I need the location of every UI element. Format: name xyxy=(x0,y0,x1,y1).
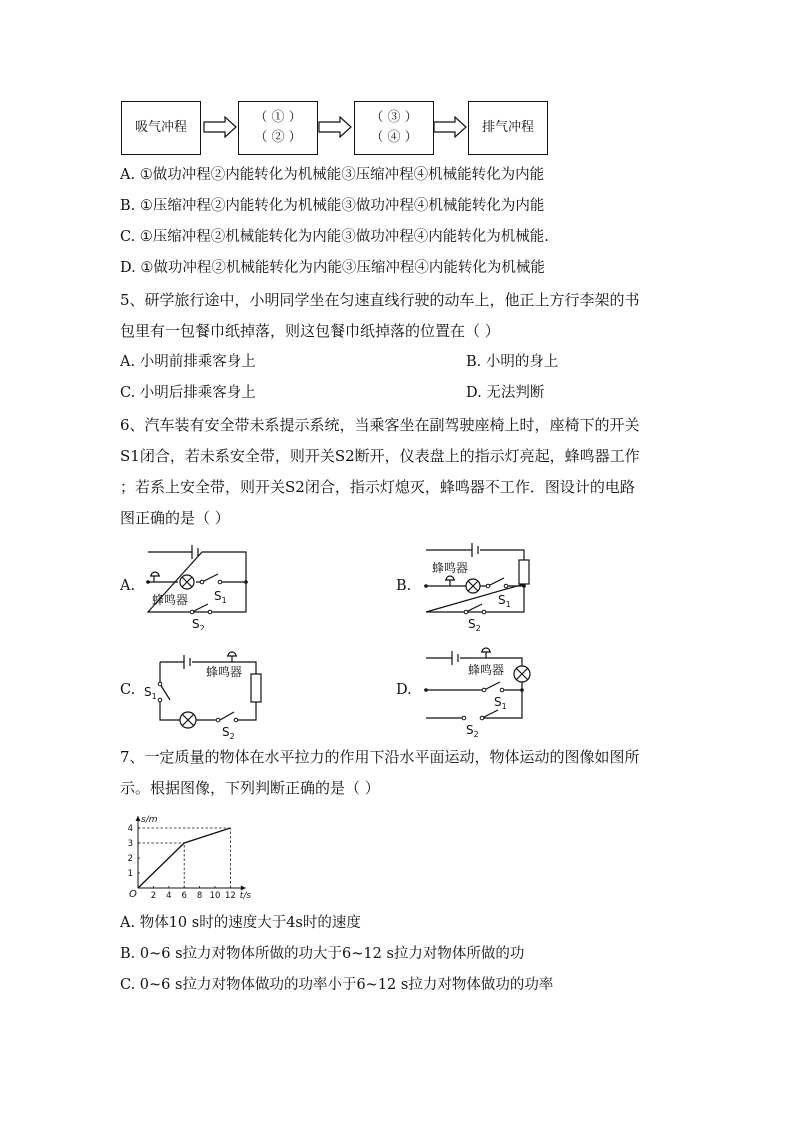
svg-text:S1 xyxy=(494,695,507,711)
circuit-c-s2-sub: 2 xyxy=(229,732,235,740)
y-axis-arrow xyxy=(136,816,141,821)
circuit-b-buzzer-label: 蜂鸣器 xyxy=(432,561,469,575)
circuit-c-s1-sub: 1 xyxy=(151,692,157,701)
circuit-b-s2-sub: 2 xyxy=(475,624,481,632)
q5-stem-line1: 5、研学旅行途中，小明同学坐在匀速直线行驶的动车上，他正上方行李架的书 xyxy=(120,291,640,309)
circuit-d-buzzer-label: 蜂鸣器 xyxy=(468,663,505,677)
circuit-a-s1: S xyxy=(214,589,222,603)
circuit-b-label: B. xyxy=(396,578,412,594)
svg-text:S2 xyxy=(468,617,481,632)
circuit-a xyxy=(140,540,260,630)
circuit-b-s1-sub: 1 xyxy=(505,600,511,609)
flow-box-3-line1: （ ③ ） xyxy=(370,110,418,125)
circuit-c xyxy=(140,640,270,740)
circuit-a-buzzer-label: 蜂鸣器 xyxy=(152,593,189,607)
st-chart xyxy=(116,808,266,908)
flow-box-exhaust xyxy=(468,101,548,155)
q7-option-c: C. 0~6 s拉力对物体做功的功率小于6~12 s拉力对物体做功的功率 xyxy=(120,977,554,993)
svg-text:S2 xyxy=(192,617,205,630)
q4-option-c: C. ①压缩冲程②机械能转化为内能③做功冲程④内能转化为机械能. xyxy=(120,229,549,245)
q4-option-d: D. ①做功冲程②机械能转化为内能③压缩冲程④内能转化为机械能 xyxy=(120,260,545,276)
q6-stem-line1: 6、汽车装有安全带未系提示系统，当乘客坐在副驾驶座椅上时，座椅下的开关 xyxy=(120,416,640,434)
flow-box-intake-label: 吸气冲程 xyxy=(134,120,187,135)
flow-arrow-3 xyxy=(433,116,467,138)
flow-arrow-2 xyxy=(318,116,352,138)
y-tick-label: 1 xyxy=(127,869,133,879)
flow-box-2 xyxy=(238,101,318,155)
q5-option-a: A. 小明前排乘客身上 xyxy=(120,354,256,370)
x-tick-label: 6 xyxy=(181,891,187,901)
q7-option-a: A. 物体10 s时的速度大于4s时的速度 xyxy=(120,915,361,931)
q5-option-b: B. 小明的身上 xyxy=(466,354,559,370)
flow-box-3-line2: （ ④ ） xyxy=(370,130,418,145)
q5-option-d: D. 无法判断 xyxy=(466,385,545,401)
q6-stem-line4: 图正确的是（ ） xyxy=(120,509,230,527)
svg-text:S2 xyxy=(466,723,479,739)
q5-stem-line2: 包里有一包餐巾纸掉落，则这包餐巾纸掉落的位置在（ ） xyxy=(120,322,500,340)
circuit-d xyxy=(418,640,548,740)
svg-text:S2 xyxy=(222,725,235,740)
circuit-c-label: C. xyxy=(120,682,136,698)
x-tick-label: 10 xyxy=(209,891,221,901)
y-tick-label: 2 xyxy=(127,854,133,864)
flow-box-2-line1: （ ① ） xyxy=(254,110,302,125)
q6-stem-line2: S1闭合，若未系安全带，则开关S2断开，仪表盘上的指示灯亮起，蜂鸣器工作 xyxy=(120,447,640,465)
circuit-a-s1-sub: 1 xyxy=(221,596,227,605)
circuit-d-s2: S xyxy=(466,723,474,737)
flow-box-exhaust-label: 排气冲程 xyxy=(481,120,534,135)
q7-stem-line2: 示。根据图像，下列判断正确的是（ ） xyxy=(120,779,380,797)
circuit-a-s2: S xyxy=(192,617,200,630)
circuit-c-s1: S xyxy=(144,685,152,699)
circuit-d-s2-sub: 2 xyxy=(473,730,479,739)
q5-option-c: C. 小明后排乘客身上 xyxy=(120,385,256,401)
x-axis-arrow xyxy=(241,886,246,891)
flow-box-3 xyxy=(354,101,434,155)
q7-stem-line1: 7、一定质量的物体在水平拉力的作用下沿水平面运动，物体运动的图像如图所 xyxy=(120,748,640,766)
circuit-a-label: A. xyxy=(120,578,136,594)
x-tick-label: 12 xyxy=(224,891,236,901)
q4-option-b: B. ①压缩冲程②内能转化为机械能③做功冲程④机械能转化为内能 xyxy=(120,198,545,214)
y-tick-label: 4 xyxy=(127,824,133,834)
circuit-a-s2-sub: 2 xyxy=(199,624,205,630)
circuit-c-buzzer-label: 蜂鸣器 xyxy=(206,665,243,679)
svg-text:S1 xyxy=(498,593,511,609)
origin-label: O xyxy=(129,889,137,900)
q4-option-a: A. ①做功冲程②内能转化为机械能③压缩冲程④机械能转化为内能 xyxy=(120,167,545,183)
q6-stem-line3: ；若系上安全带，则开关S2闭合，指示灯熄灭，蜂鸣器不工作．图设计的电路 xyxy=(120,478,635,496)
y-axis-label: s/m xyxy=(141,815,158,825)
circuit-d-s1-sub: 1 xyxy=(501,702,507,711)
circuit-b-s1: S xyxy=(498,593,506,607)
circuit-b-s2: S xyxy=(468,617,476,631)
flow-box-2-line2: （ ② ） xyxy=(254,130,302,145)
circuit-d-s1: S xyxy=(494,695,502,709)
q7-option-b: B. 0~6 s拉力对物体所做的功大于6~12 s拉力对物体所做的功 xyxy=(120,946,525,962)
circuit-c-s2: S xyxy=(222,725,230,739)
flow-arrow-1 xyxy=(203,116,237,138)
x-tick-label: 4 xyxy=(166,891,172,901)
x-tick-label: 8 xyxy=(196,891,203,901)
circuit-d-label: D. xyxy=(396,682,412,698)
svg-text:S1 xyxy=(144,685,157,701)
svg-text:S1 xyxy=(214,589,227,605)
circuit-b xyxy=(418,540,538,632)
x-axis-label: t/s xyxy=(239,891,252,901)
x-tick-label: 2 xyxy=(150,891,157,901)
flow-box-intake xyxy=(121,101,201,155)
y-tick-label: 3 xyxy=(127,839,133,849)
